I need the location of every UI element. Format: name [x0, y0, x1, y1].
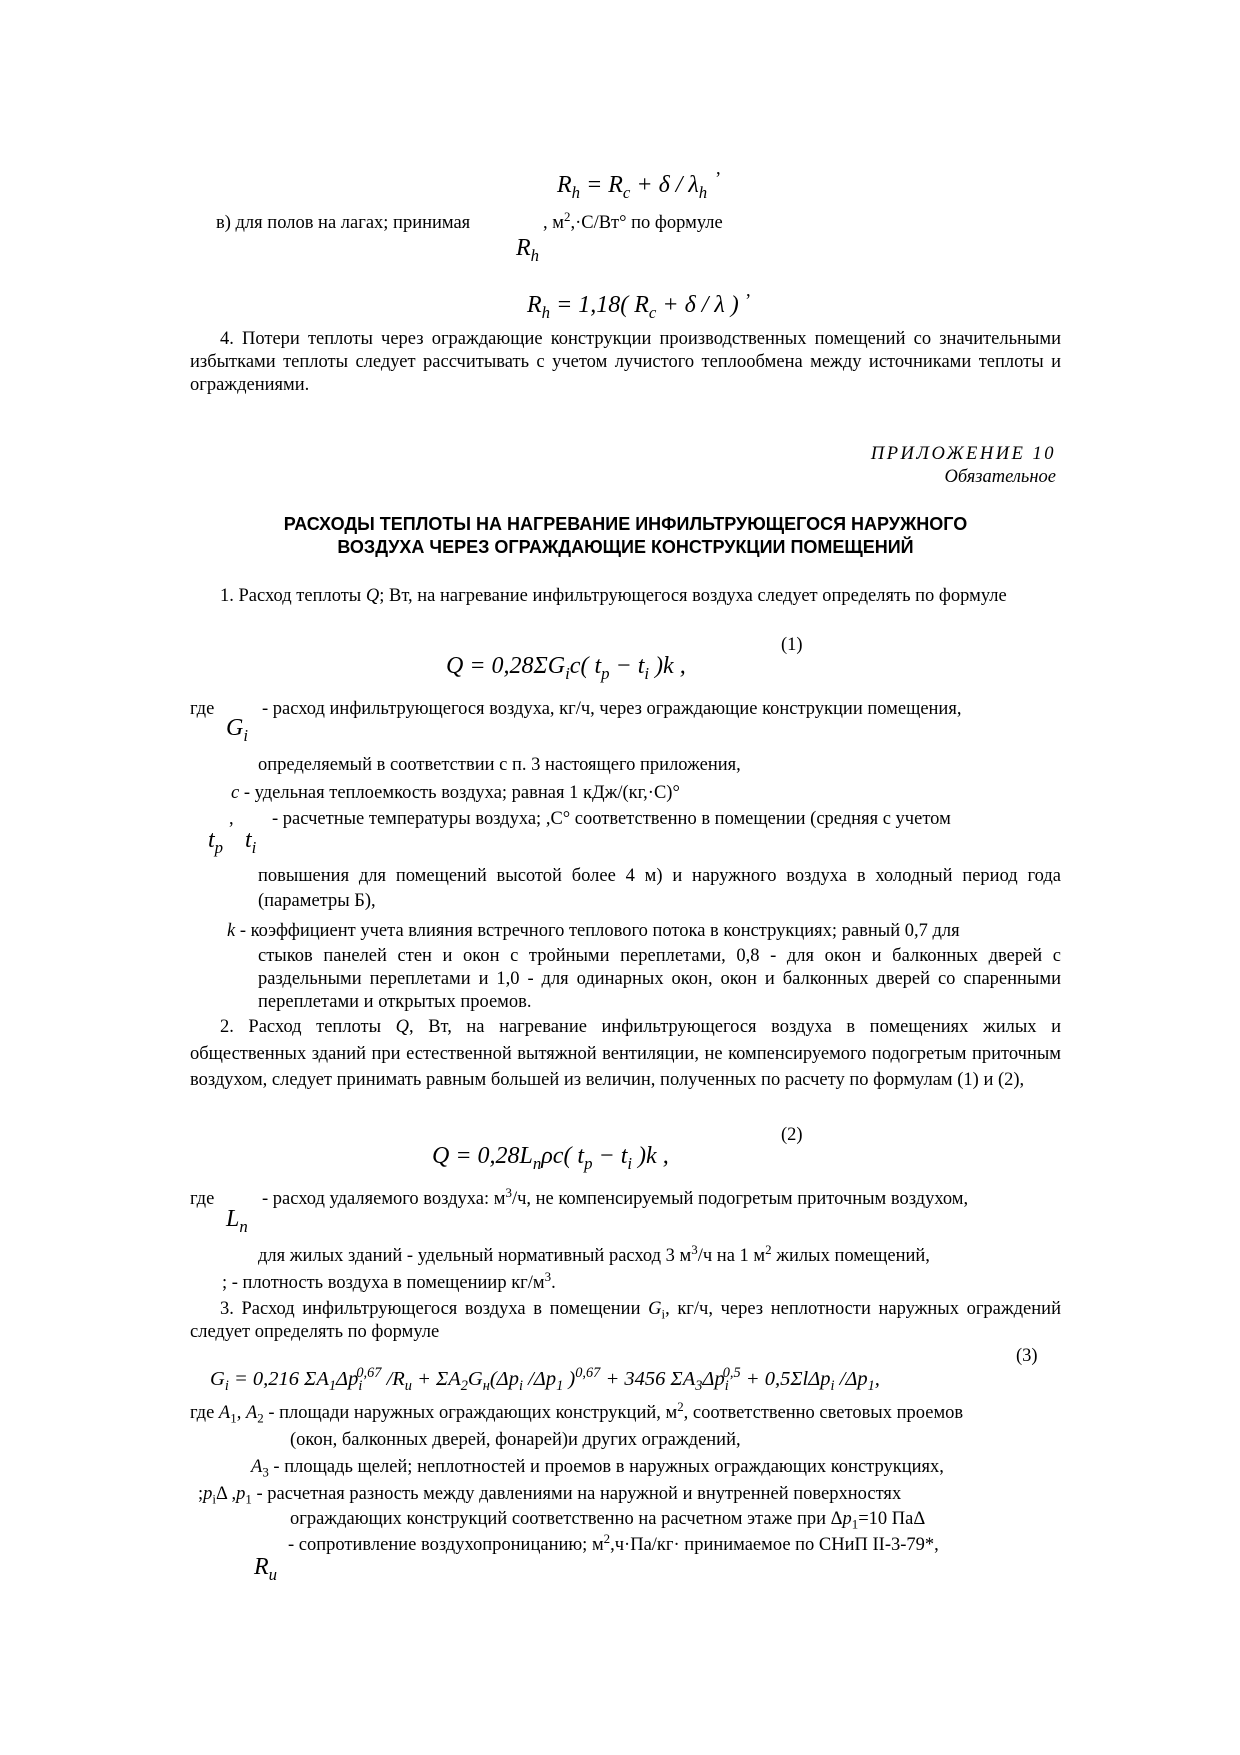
equation-2: $Q = 0,28L_n\rho c$( $t_p - t_i$ )k ,	[432, 1143, 669, 1173]
equation-1: $Q = 0,28\Sigma G_ic$( $t_p - t_i$ )k ,	[446, 653, 686, 683]
text-floors-units: , $м^2,\cdot С/Вт^\circ$ по формуле	[543, 208, 723, 233]
symbol-ru: $R_u$	[254, 1554, 278, 1584]
definition-a1-a2: где $A_1$, $A_2$ - площади наружных ограждающих конструкций, $м^2$, соответственно световых проемов	[190, 1398, 964, 1426]
where-label-2: где	[190, 1189, 215, 1209]
definition-gi: - расход инфильтрующегося воздуха, кг/ч, через ограждающие конструкции помещения,	[262, 699, 962, 719]
paragraph-1: 1. Расход теплоты Q; Вт, на нагревание инфильтрующегося воздуха следует определять по формуле	[220, 586, 1007, 606]
section-heading-line1: РАСХОДЫ ТЕПЛОТЫ НА НАГРЕВАНИЕ ИНФИЛЬТРУЮЩЕГОСЯ НАРУЖНОГО	[283, 514, 968, 534]
symbol-gi: $G_i$	[226, 715, 249, 745]
symbol-rh: $R_h$	[516, 235, 540, 265]
definition-rho: ; - плотность воздуха в помещениир $кг/м^3$.	[222, 1268, 556, 1293]
symbol-ln: $L_n$	[226, 1206, 248, 1236]
formula-rh-floors: $R_h = 1,18$( $R_c + \delta / \lambda$ )	[527, 292, 739, 322]
definition-a3: $A_3$ - площадь щелей; неплотностей и проемов в наружных ограждающих конструкциях,	[251, 1457, 944, 1480]
paragraph-2: 2. Расход теплоты Q, Вт, на нагревание инфильтрующегося воздуха в помещениях жилых и общественных зданий при естественной вытяжной вентиляции, не компенсируемого подогретым приточным воздухом, следует принимать равным большей из величин, полученных по расчету по формулам (1) и (2),	[190, 1017, 1062, 1090]
definition-ln-cont: для жилых зданий - удельный нормативный расход 3 $м^3/ч$ на 1 $м^2$ жилых помещений,	[258, 1241, 930, 1266]
formula-rh-walls-comma: ,	[716, 159, 721, 179]
equation-2-number: (2)	[781, 1125, 803, 1145]
section-heading	[190, 513, 1061, 559]
definition-tp-ti: - расчетные температуры воздуха; ,С° соответственно в помещении (средняя с учетом	[272, 809, 951, 829]
definition-a1-a2-cont: (окон, балконных дверей, фонарей)и других ограждений,	[290, 1430, 741, 1450]
definition-delta-p: $;p_i\Delta$ $,p_1$ - расчетная разность между давлениями на наружной и внутренней поверхностях	[198, 1484, 902, 1507]
definition-k-first: k - коэффициент учета влияния встречного теплового потока в конструкциях; равный 0,7 для	[227, 921, 960, 941]
equation-3-number: (3)	[1016, 1346, 1038, 1366]
formula-rh-walls: $R_h = R_c + \delta / \lambda_h$	[557, 172, 708, 202]
equation-3: $G_i = 0,216$ $\Sigma A_1\Delta p_i^{0,67}$ $/R_u + \Sigma A_2G_н(\Delta p_i$ $/\Delta p_1$ )$^{0,67}$ + 3456 $\Sigma A_3\Delta p_i^{0,5} + 0,5\Sigma l\Delta p_i$ $/\Delta p_1$,	[210, 1365, 880, 1395]
definition-tp-ti-cont: повышения для помещений высотой более 4 м) и наружного воздуха в холодный период года (параметры Б),	[258, 866, 1061, 911]
section-heading-line2: ВОЗДУХА ЧЕРЕЗ ОГРАЖДАЮЩИЕ КОНСТРУКЦИИ ПОМЕЩЕНИЙ	[337, 537, 914, 557]
symbol-tp: $t_р$	[208, 827, 224, 857]
definition-c: с - удельная теплоемкость воздуха; равная 1 кДж/(кг,·С)°	[231, 783, 680, 803]
paragraph-3: 3. Расход инфильтрующегося воздуха в помещении $G_i$, кг/ч, через неплотности наружных ограждений следует определять по формуле	[190, 1299, 1061, 1342]
appendix-title: ПРИЛОЖЕНИЕ 10	[870, 444, 1056, 464]
definition-ln: - расход удаляемого воздуха: $м^3/ч$, не компенсируемый подогретым приточным воздухом,	[262, 1184, 969, 1209]
definition-gi-cont: определяемый в соответствии с п. 3 настоящего приложения,	[258, 755, 741, 775]
appendix-status: Обязательное	[944, 467, 1056, 487]
definition-tp-comma: ,	[229, 809, 234, 829]
definition-ru: - сопротивление воздухопроницанию; $м^2,ч\cdot Па/кг\cdot$ принимаемое по СНиП II-3-79*,	[288, 1530, 939, 1555]
formula-rh-floors-comma: ,	[746, 281, 751, 301]
paragraph-4: 4. Потери теплоты через ограждающие конструкции производственных помещений со значительными избытками теплоты следует рассчитывать с учетом лучистого теплообмена между источниками теплоты и ограждениями.	[190, 329, 1061, 395]
text-floors-on-joists: в) для полов на лагах; принимая	[216, 213, 471, 233]
definition-delta-p-cont: ограждающих конструкций соответственно на расчетном этаже при $\Delta p_1=10$ ПаΔ	[290, 1509, 926, 1532]
where-label-1: где	[190, 699, 215, 719]
symbol-ti: $t_i$	[245, 827, 257, 857]
definition-k-cont: стыков панелей стен и окон с тройными переплетами, 0,8 - для окон и балконных дверей с раздельными переплетами и 1,0 - для одинарных окон, окон и балконных дверей со спаренными переплетами и открытых проемов.	[258, 946, 1061, 1012]
equation-1-number: (1)	[781, 635, 803, 655]
